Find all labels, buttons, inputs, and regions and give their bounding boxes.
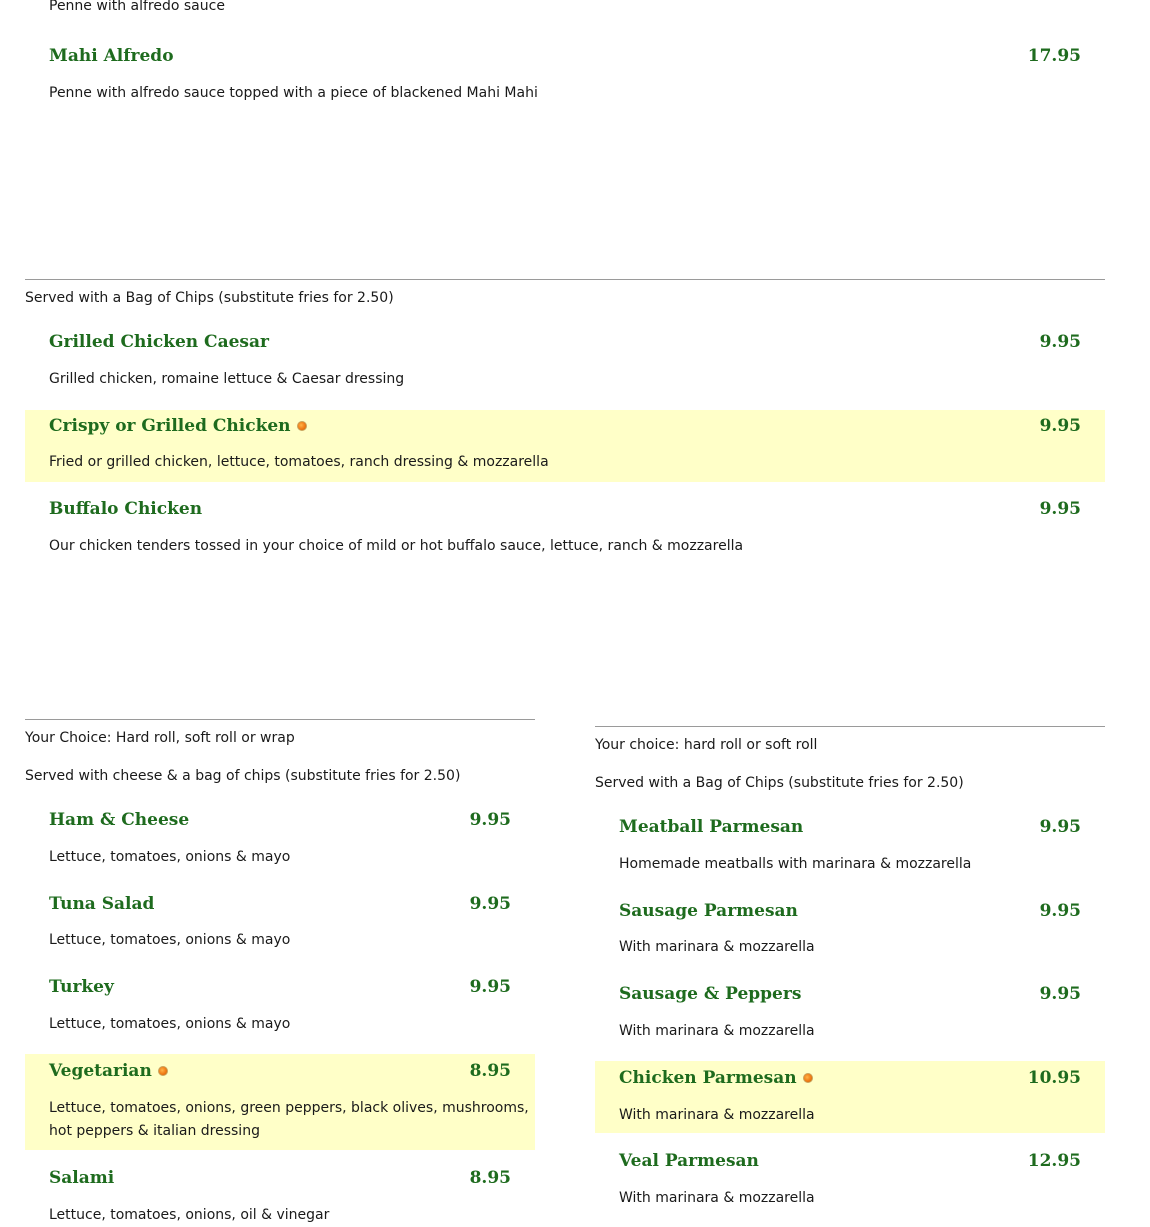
item-name: Chicken Parmesan [619, 1068, 797, 1088]
menu-item-grilled-chicken-caesar[interactable] [25, 332, 1105, 402]
item-price: 10.95 [1027, 1068, 1081, 1088]
spicy-dot-icon [297, 421, 307, 431]
item-price: 17.95 [1027, 46, 1081, 66]
section-divider [25, 279, 1105, 280]
item-name: Sausage & Peppers [619, 984, 802, 1004]
item-price: 12.95 [1027, 1151, 1081, 1171]
item-price: 9.95 [1039, 817, 1081, 837]
item-price: 9.95 [469, 894, 511, 914]
item-description: Penne with alfredo sauce [49, 0, 225, 14]
menu-item-salami[interactable] [25, 1168, 535, 1223]
item-name: Mahi Alfredo [49, 46, 174, 66]
menu-item-ham-cheese[interactable] [25, 810, 535, 880]
item-description: Penne with alfredo sauce topped with a piece of blackened Mahi Mahi [49, 85, 538, 101]
section-note: Served with a Bag of Chips (substitute fries for 2.50) [595, 775, 964, 791]
item-description: Lettuce, tomatoes, onions & mayo [49, 1016, 291, 1032]
item-name: Ham & Cheese [49, 810, 190, 830]
spicy-dot-icon [803, 1073, 813, 1083]
item-name-row [619, 1068, 813, 1088]
section-note: Served with a Bag of Chips (substitute fries for 2.50) [25, 290, 394, 306]
item-name: Tuna Salad [49, 894, 155, 914]
item-name-row [49, 1061, 168, 1081]
item-description: With marinara & mozzarella [619, 1023, 815, 1039]
item-name: Salami [49, 1168, 115, 1188]
menu-item-crispy-grilled-chicken[interactable] [25, 410, 1105, 482]
item-name: Grilled Chicken Caesar [49, 332, 269, 352]
item-description: Lettuce, tomatoes, onions, oil & vinegar [49, 1207, 330, 1223]
section-note: Served with cheese & a bag of chips (substitute fries for 2.50) [25, 768, 461, 784]
item-name: Buffalo Chicken [49, 499, 203, 519]
item-name: Crispy or Grilled Chicken [49, 416, 291, 436]
item-price: 8.95 [469, 1168, 511, 1188]
menu-item-sausage-parmesan[interactable] [595, 901, 1105, 971]
item-name: Veal Parmesan [619, 1151, 759, 1171]
menu-item-tuna-salad[interactable] [25, 894, 535, 964]
item-price: 9.95 [1039, 984, 1081, 1004]
menu-item-chicken-parmesan[interactable] [595, 1061, 1105, 1133]
item-name: Turkey [49, 977, 114, 997]
section-note: Your choice: hard roll or soft roll [595, 737, 818, 753]
menu-item-turkey[interactable] [25, 977, 535, 1047]
item-description: Our chicken tenders tossed in your choice of mild or hot buffalo sauce, lettuce, ranch & mozzarella [49, 538, 744, 554]
item-description: Fried or grilled chicken, lettuce, tomatoes, ranch dressing & mozzarella [49, 454, 549, 470]
item-name: Sausage Parmesan [619, 901, 798, 921]
item-description-line: Lettuce, tomatoes, onions, green peppers, black olives, mushrooms, [49, 1100, 529, 1116]
item-price: 9.95 [1039, 416, 1081, 436]
item-description: With marinara & mozzarella [619, 1190, 815, 1206]
item-description: With marinara & mozzarella [619, 1107, 815, 1123]
menu-item-buffalo-chicken[interactable] [25, 499, 1105, 569]
item-name: Meatball Parmesan [619, 817, 804, 837]
menu-item-sausage-peppers[interactable] [595, 984, 1105, 1054]
menu-item-mahi-alfredo[interactable] [25, 46, 1105, 116]
item-description: Lettuce, tomatoes, onions & mayo [49, 932, 291, 948]
menu-item-vegetarian[interactable] [25, 1054, 535, 1150]
item-name: Vegetarian [49, 1061, 152, 1081]
item-description-line: hot peppers & italian dressing [49, 1123, 260, 1139]
menu-item-meatball-parmesan[interactable] [595, 817, 1105, 887]
item-description: With marinara & mozzarella [619, 939, 815, 955]
item-price: 9.95 [469, 977, 511, 997]
item-description: Lettuce, tomatoes, onions & mayo [49, 849, 291, 865]
item-description: Grilled chicken, romaine lettuce & Caesar dressing [49, 371, 405, 387]
item-price: 9.95 [1039, 901, 1081, 921]
item-price: 8.95 [469, 1061, 511, 1081]
item-price: 9.95 [469, 810, 511, 830]
section-divider [25, 719, 535, 720]
item-description: Homemade meatballs with marinara & mozzarella [619, 856, 972, 872]
menu-item-veal-parmesan[interactable] [595, 1151, 1105, 1221]
section-divider [595, 726, 1105, 727]
item-name-row [49, 416, 307, 436]
item-price: 9.95 [1039, 499, 1081, 519]
item-price: 9.95 [1039, 332, 1081, 352]
spicy-dot-icon [158, 1066, 168, 1076]
section-note: Your Choice: Hard roll, soft roll or wrap [25, 730, 295, 746]
